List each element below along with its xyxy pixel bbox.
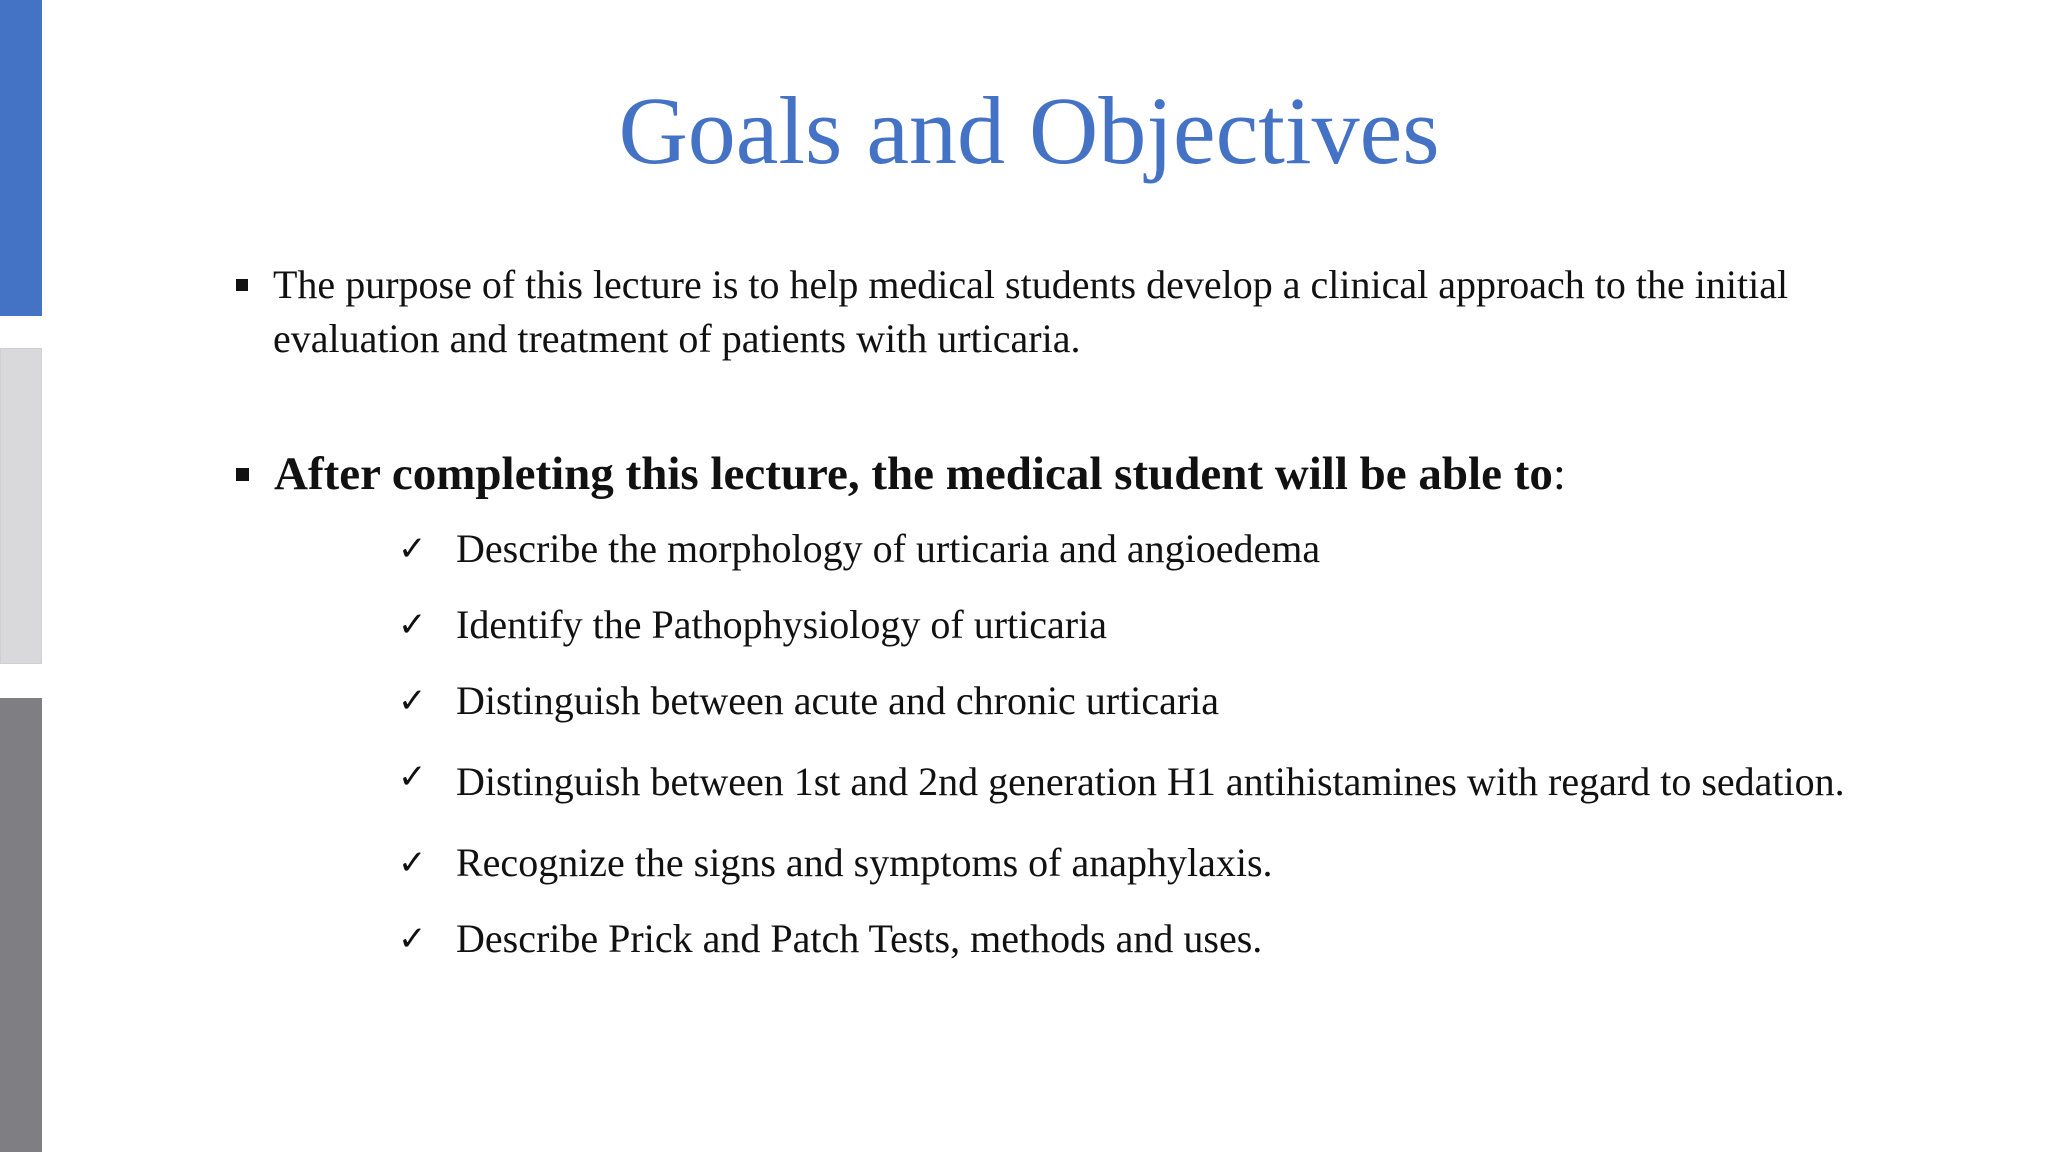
slide-title: Goals and Objectives — [618, 77, 1440, 184]
objective-item — [398, 750, 1918, 814]
objective-text: Identify the Pathophysiology of urticaria — [456, 602, 1107, 647]
purpose-text: The purpose of this lecture is to help medical students develop a clinical approach to the initial evaluation and treatment of patients with urticaria. — [273, 262, 1789, 361]
objective-item — [398, 674, 1918, 728]
accent-bar-light-gray — [0, 348, 42, 664]
accent-bar-dark-gray — [0, 698, 42, 1152]
checkmark-icon: ✓ — [398, 757, 427, 797]
objective-item — [398, 912, 1918, 966]
checkmark-icon: ✓ — [398, 843, 427, 883]
objectives-lead-bullet — [236, 444, 1916, 504]
square-bullet-icon — [236, 468, 249, 481]
checkmark-icon: ✓ — [398, 681, 427, 721]
checkmark-icon: ✓ — [398, 529, 427, 569]
square-bullet-icon — [236, 279, 248, 291]
objective-text: Distinguish between acute and chronic urticaria — [456, 678, 1220, 723]
objectives-lead-colon: : — [1552, 448, 1566, 500]
objectives-lead-bold: After completing this lecture, the medical student will be able to — [274, 448, 1553, 500]
objective-text: Describe the morphology of urticaria and angioedema — [456, 526, 1321, 571]
objective-text: Describe Prick and Patch Tests, methods and uses. — [456, 916, 1263, 961]
objective-text: Distinguish between 1st and 2nd generation H1 antihistamines with regard to sedation. — [456, 759, 1845, 804]
checkmark-icon: ✓ — [398, 605, 427, 645]
purpose-bullet — [236, 258, 1916, 366]
objective-item — [398, 598, 1918, 652]
objectives-list — [398, 522, 1918, 988]
objective-item — [398, 522, 1918, 576]
objective-text: Recognize the signs and symptoms of anaphylaxis. — [456, 840, 1273, 885]
checkmark-icon: ✓ — [398, 919, 427, 959]
objectives-lead-text — [274, 444, 1566, 504]
objective-item — [398, 836, 1918, 890]
